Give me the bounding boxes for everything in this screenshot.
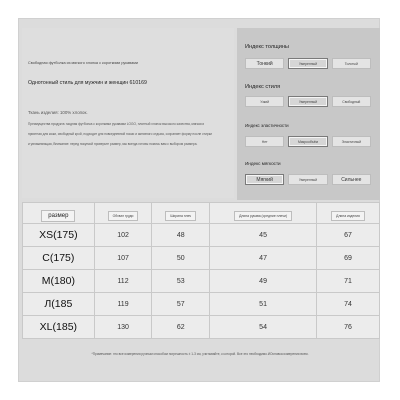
length-cell: 76 <box>317 316 380 339</box>
size-cell: XL(185) <box>23 316 95 339</box>
header-length <box>317 203 380 224</box>
table-row <box>23 224 380 247</box>
header-sleeve <box>210 203 317 224</box>
shoulder-cell: 62 <box>152 316 210 339</box>
sleeve-cell: 54 <box>210 316 317 339</box>
softness-index-title: Индекс мягкости <box>245 161 281 166</box>
description-line-2: приятная для кожи, свободный крой, подходит для повседневной носки и активного отдыха, сохраняет форму после стирки <box>28 132 212 136</box>
measurement-footnote: *Примечание: это все измерения ручным способом погрешность ± 1-3 см, учитывайте, к которой. Все это необходимо.ИОсновка измерения всем. <box>91 352 309 356</box>
product-subtitle: Однотонный стиль для мужчин и женщин 610169 <box>28 80 147 86</box>
product-title: Свободная футболка из мягкого хлопка с короткими рукавами <box>28 61 138 65</box>
header-chest <box>94 203 152 224</box>
header-chest-label: Обхват груди <box>108 211 139 221</box>
size-cell: Л(185 <box>23 293 95 316</box>
table-row <box>23 316 380 339</box>
table-row <box>23 270 380 293</box>
elasticity-option-micro: Микрообъём <box>288 136 327 147</box>
chest-cell: 130 <box>94 316 152 339</box>
elasticity-option-none: Нет <box>245 136 284 147</box>
sleeve-cell: 49 <box>210 270 317 293</box>
chest-cell: 119 <box>94 293 152 316</box>
size-cell: M(180) <box>23 270 95 293</box>
softness-option-moderate: Умеренный <box>288 174 327 185</box>
thickness-option-thin: Тонкий <box>245 58 284 69</box>
header-shoulder <box>152 203 210 224</box>
size-cell: XS(175) <box>23 224 95 247</box>
sleeve-cell: 45 <box>210 224 317 247</box>
thickness-option-thick: Толстый <box>332 58 371 69</box>
chest-cell: 107 <box>94 247 152 270</box>
sleeve-cell: 51 <box>210 293 317 316</box>
chest-cell: 102 <box>94 224 152 247</box>
softness-index-options <box>245 174 371 185</box>
size-cell: C(175) <box>23 247 95 270</box>
shoulder-cell: 57 <box>152 293 210 316</box>
length-cell: 71 <box>317 270 380 293</box>
elasticity-option-elastic: Эластичный <box>332 136 371 147</box>
header-shoulder-label: Ширина плеч <box>165 211 196 221</box>
style-option-loose: Свободный <box>332 96 371 107</box>
table-row <box>23 293 380 316</box>
shoulder-cell: 48 <box>152 224 210 247</box>
shoulder-cell: 53 <box>152 270 210 293</box>
indices-panel <box>237 28 380 200</box>
elasticity-index-options <box>245 136 371 147</box>
shoulder-cell: 50 <box>152 247 210 270</box>
header-size-label: размер <box>41 210 75 222</box>
fabric-info: Ткань изделия: 100% хлопок. <box>28 110 88 115</box>
style-index-options <box>245 96 371 107</box>
sleeve-cell: 47 <box>210 247 317 270</box>
size-table-header <box>23 203 380 224</box>
thickness-index-options <box>245 58 371 69</box>
length-cell: 69 <box>317 247 380 270</box>
elasticity-index-title: Индекс эластичности <box>245 123 289 128</box>
style-option-moderate: Умеренный <box>288 96 327 107</box>
header-sleeve-label: Длина рукава (средние плечи) <box>234 211 292 221</box>
softness-option-soft: Мягкий <box>245 174 284 185</box>
chest-cell: 112 <box>94 270 152 293</box>
length-cell: 74 <box>317 293 380 316</box>
description-line-1: Преимущества продукта: модная футболка с короткими рукавами LOGO, плотный хлопок высокого качества, мягкая и <box>28 122 205 126</box>
table-row <box>23 247 380 270</box>
style-option-narrow: Узкий <box>245 96 284 107</box>
style-index-title: Индекс стиля <box>245 84 281 90</box>
description-line-3: и увлажняющая, Внимание: перед покупкой проверьте размер, мы всегда готовы помочь вам с выбором размера. <box>28 142 198 146</box>
header-length-label: Длина изделия <box>331 211 365 221</box>
length-cell: 67 <box>317 224 380 247</box>
thickness-option-moderate: Умеренный <box>288 58 327 69</box>
header-size <box>23 203 95 224</box>
thickness-index-title: Индекс толщины <box>245 44 289 50</box>
size-table <box>22 202 380 339</box>
softness-option-stronger: Сильнее <box>332 174 371 185</box>
description-panel <box>22 28 234 198</box>
